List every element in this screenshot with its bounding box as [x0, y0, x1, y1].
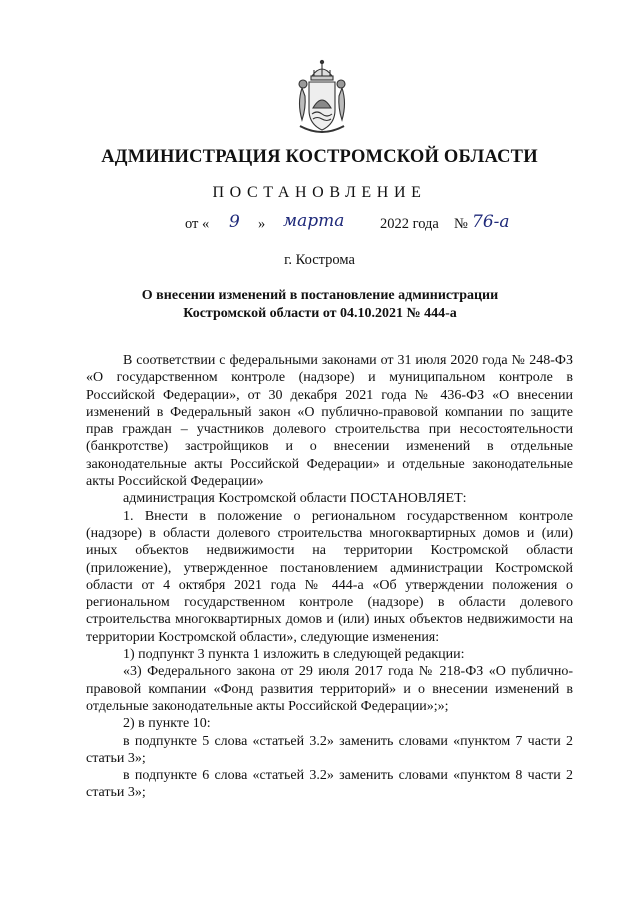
number-sign: № — [454, 216, 468, 232]
document-number: 76-а — [472, 212, 510, 232]
subitem-2b-paragraph: в подпункте 6 слова «статьей 3.2» заменить словами «пунктом 8 части 2 статьи 3»; — [86, 768, 573, 801]
subject-line-2: Костромской области от 04.10.2021 № 444-а — [183, 306, 457, 321]
date-month: марта — [283, 211, 345, 231]
subject-line-1: О внесении изменений в постановление администрации — [141, 288, 499, 303]
document-subject — [120, 287, 520, 323]
date-year: 2022 года — [380, 216, 439, 232]
city: г. Кострома — [284, 252, 355, 268]
subitem-2a-paragraph: в подпункте 5 слова «статьей 3.2» заменить словами «пунктом 7 части 2 статьи 3»; — [86, 733, 573, 766]
subitem-1-paragraph: 1) подпункт 3 пункта 1 изложить в следующей редакции: — [123, 647, 465, 663]
subitem-2-paragraph: 2) в пункте 10: — [123, 716, 211, 732]
subitem-1-text-paragraph: «3) Федерального закона от 29 июля 2017 года № 218-ФЗ «О публично-правовой компании «Фонд развития территорий» и о внесении изменений в отдельные законодательные акты Российской Федерации»;»; — [86, 664, 573, 714]
preamble-paragraph: В соответствии с федеральными законами от 31 июля 2020 года № 248-ФЗ «О государственном контроле (надзоре) и муниципальном контроле в Российской Федерации», от 30 декабря 2021 года № 436-ФЗ «О внесении изменений в Федеральный закон «О публично-правовой компании по защите прав граждан – участников долевого строительства при несостоятельности (банкротстве) застройщиков и о внесении изменений в отдельные законодательные акты Российской Федерации» и отдельные законодательные акты Российской Федерации» — [86, 353, 573, 490]
coat-of-arms-icon — [292, 58, 352, 138]
date-quote-close: » — [258, 216, 266, 232]
document-type: ПОСТАНОВЛЕНИЕ — [212, 184, 427, 201]
item-1-paragraph: 1. Внести в положение о региональном государственном контроле (надзоре) в области долевого строительства многоквартирных домов и (или) иных объектов недвижимости на территории Костромской области (приложение), утвержденное постановлением администрации Костромской области от 4 октября 2021 года № 444-а «Об утверждении положения о региональном государственном контроле (надзоре) в области долевого строительства многоквартирных домов и (или) иных объектов недвижимости на территории Костромской области», следующие изменения: — [86, 508, 573, 645]
date-day: 9 — [229, 212, 240, 232]
organization-title: АДМИНИСТРАЦИЯ КОСТРОМСКОЙ ОБЛАСТИ — [101, 147, 538, 167]
date-prefix: от « — [185, 216, 210, 232]
document-body — [86, 352, 573, 802]
decree-paragraph: администрация Костромской области ПОСТАНОВЛЯЕТ: — [123, 491, 467, 507]
